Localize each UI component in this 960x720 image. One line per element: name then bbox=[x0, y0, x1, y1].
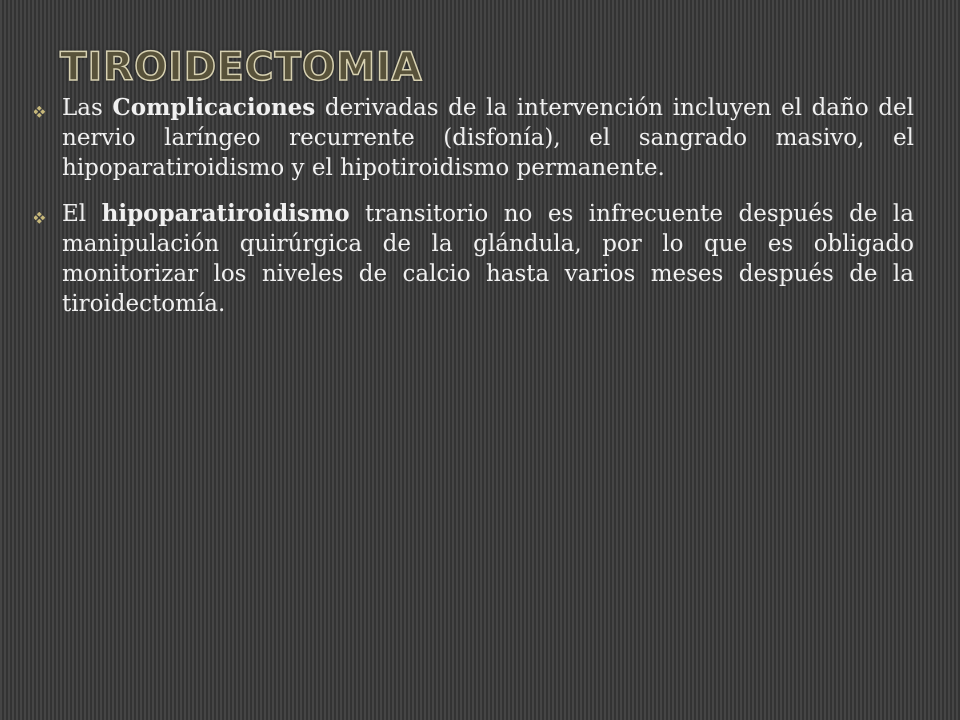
bullet-item bbox=[34, 199, 914, 319]
bullet-item bbox=[34, 93, 914, 183]
bullet-text bbox=[62, 201, 914, 317]
bullet-text-start: El bbox=[62, 201, 102, 227]
bullet-text-bold: Complicaciones bbox=[112, 94, 316, 121]
bullet-text-rest: derivadas de la intervención incluyen el daño del nervio laríngeo recurrente (disfonía), el sangrado masivo, el hipoparatiroidismo y el hipotiroidismo permanente. bbox=[62, 95, 914, 181]
bullet-text-rest: transitorio no es infrecuente después de la manipulación quirúrgica de la glándula, por lo que es obligado monitorizar los niveles de calcio hasta varios meses después de la tiroidectomía. bbox=[62, 201, 914, 317]
four-diamond-icon bbox=[34, 212, 46, 224]
slide-title: TIROIDECTOMIA bbox=[60, 45, 423, 90]
bullet-text-start: Las bbox=[62, 95, 113, 121]
bullet-text-bold: hipoparatiroidismo bbox=[101, 200, 350, 227]
four-diamond-icon bbox=[34, 106, 46, 118]
bullet-text bbox=[62, 95, 914, 181]
bullet-list bbox=[34, 93, 914, 335]
